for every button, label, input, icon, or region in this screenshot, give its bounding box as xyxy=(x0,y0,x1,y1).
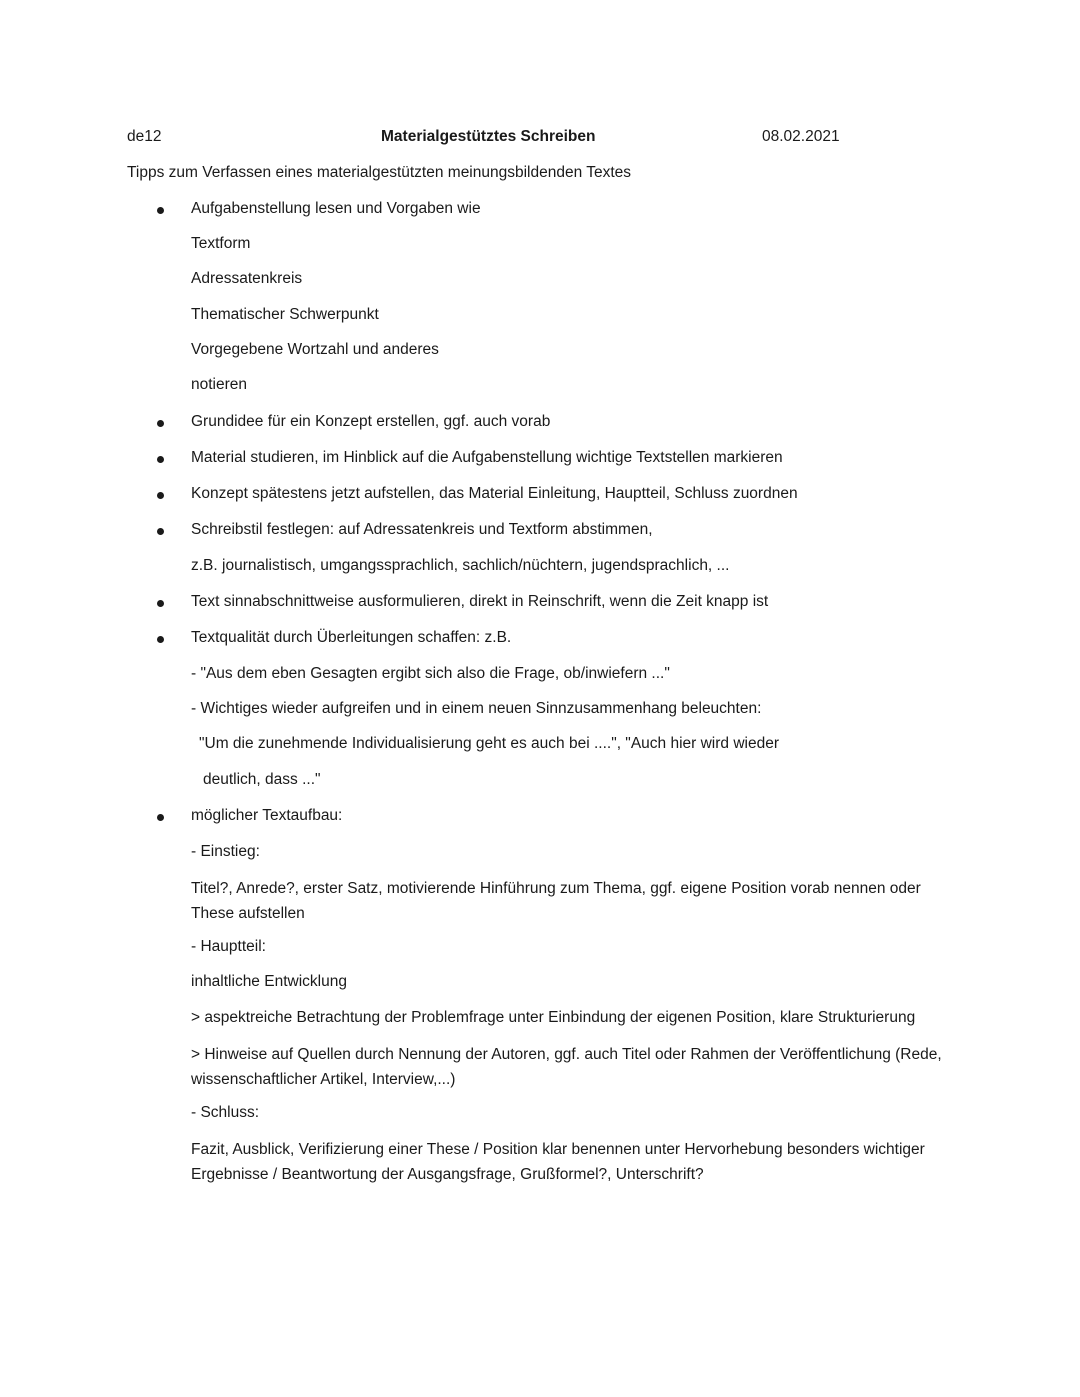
bullet-icon xyxy=(157,492,164,499)
list-item: Konzept spätestens jetzt aufstellen, das Material Einleitung, Hauptteil, Schluss zuordnen xyxy=(191,485,798,502)
bullet-icon xyxy=(157,207,164,214)
bullet-icon xyxy=(157,528,164,535)
list-subline: > aspektreiche Betrachtung der Problemfrage unter Einbindung der eigenen Position, klare Strukturierung xyxy=(191,1009,916,1026)
list-subline: notieren xyxy=(191,376,248,393)
list-item: Textqualität durch Überleitungen schaffen: z.B. xyxy=(191,629,512,646)
bullet-icon xyxy=(157,636,164,643)
list-item: Text sinnabschnittweise ausformulieren, direkt in Reinschrift, wenn die Zeit knapp ist xyxy=(191,593,769,610)
document-header xyxy=(127,128,947,150)
bullet-icon xyxy=(157,420,164,427)
list-item: Material studieren, im Hinblick auf die Aufgabenstellung wichtige Textstellen markieren xyxy=(191,449,783,466)
bullet-icon xyxy=(157,600,164,607)
bullet-icon xyxy=(157,814,164,821)
list-subline: > Hinweise auf Quellen durch Nennung der Autoren, ggf. auch Titel oder Rahmen der Veröffentlichung (Rede, wissenschaftlicher Artikel, Interview,...) xyxy=(191,1046,942,1088)
list-subline: deutlich, dass ..." xyxy=(203,771,321,788)
list-item: möglicher Textaufbau: xyxy=(191,807,343,824)
list-item: Schreibstil festlegen: auf Adressatenkreis und Textform abstimmen, xyxy=(191,521,653,538)
document-date: 08.02.2021 xyxy=(762,128,840,145)
list-subline: Vorgegebene Wortzahl und anderes xyxy=(191,341,439,358)
intro-line: Tipps zum Verfassen eines materialgestützten meinungsbildenden Textes xyxy=(127,164,632,181)
list-subline: "Um die zunehmende Individualisierung geht es auch bei ....", "Auch hier wird wieder xyxy=(199,735,779,752)
document-title: Materialgestütztes Schreiben xyxy=(381,128,596,145)
list-subline: - Einstieg: xyxy=(191,843,260,860)
list-subline: Thematischer Schwerpunkt xyxy=(191,306,379,323)
list-subline: - Wichtiges wieder aufgreifen und in einem neuen Sinnzusammenhang beleuchten: xyxy=(191,700,762,717)
list-subline: - Schluss: xyxy=(191,1104,260,1121)
list-subline: inhaltliche Entwicklung xyxy=(191,973,347,990)
list-subline: - "Aus dem eben Gesagten ergibt sich also die Frage, ob/inwiefern ..." xyxy=(191,665,670,682)
bullet-icon xyxy=(157,456,164,463)
course-code: de12 xyxy=(127,128,162,145)
list-subline: - Hauptteil: xyxy=(191,938,266,955)
list-subline: Textform xyxy=(191,235,251,252)
list-item: Aufgabenstellung lesen und Vorgaben wie xyxy=(191,200,481,217)
list-subline: Titel?, Anrede?, erster Satz, motivierende Hinführung zum Thema, ggf. eigene Position vorab nennen oder These aufstellen xyxy=(191,880,921,922)
list-item: Grundidee für ein Konzept erstellen, ggf. auch vorab xyxy=(191,413,551,430)
list-subline: Fazit, Ausblick, Verifizierung einer These / Position klar benennen unter Hervorhebung besonders wichtiger Ergebnisse / Beantwortung der Ausgangsfrage, Grußformel?, Unterschrift? xyxy=(191,1141,925,1183)
list-subline: z.B. journalistisch, umgangssprachlich, sachlich/nüchtern, jugendsprachlich, ... xyxy=(191,557,730,574)
list-subline: Adressatenkreis xyxy=(191,270,303,287)
